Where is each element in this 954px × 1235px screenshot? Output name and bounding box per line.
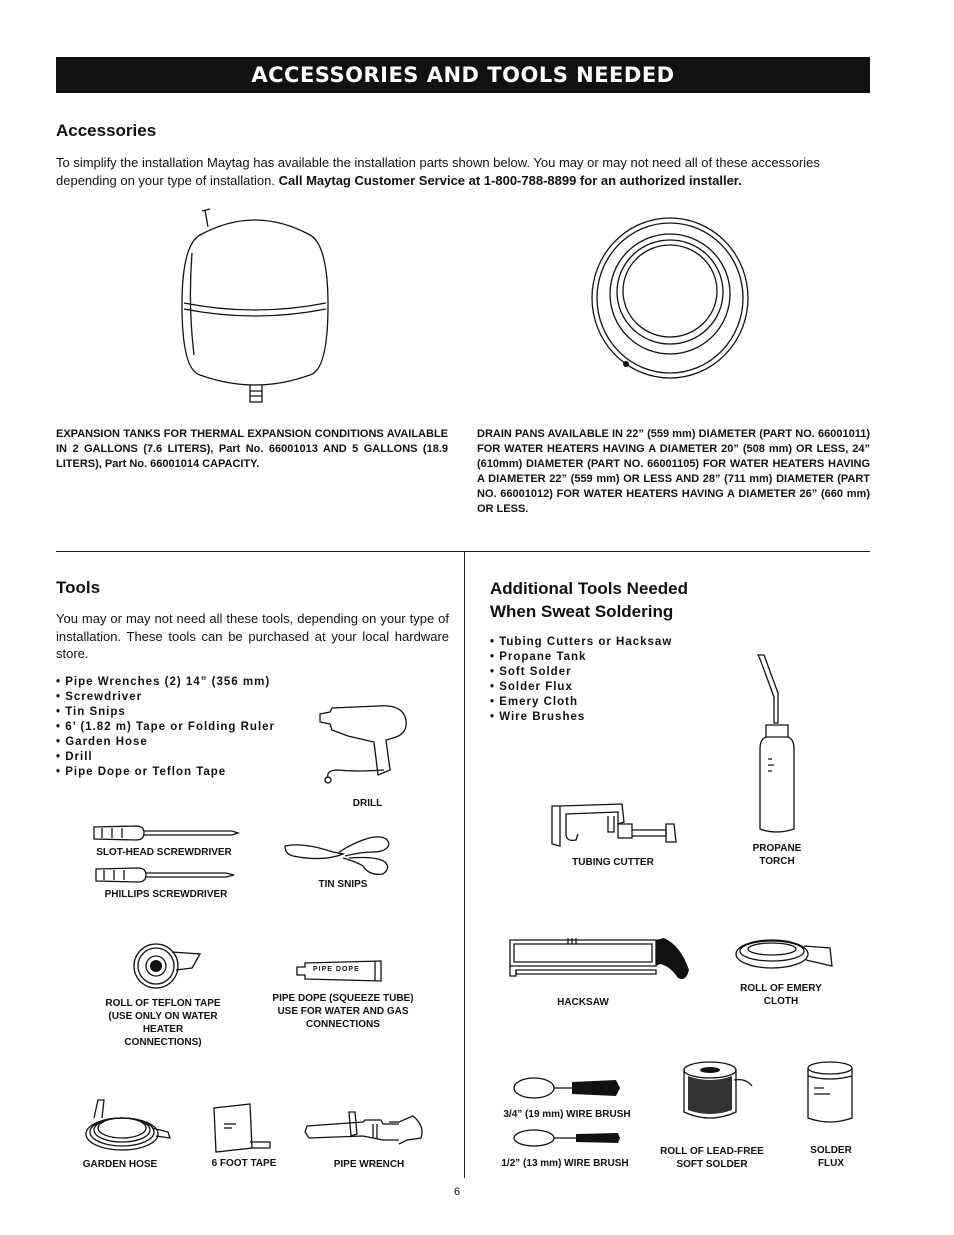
pipe-wrench-illustration (303, 1110, 428, 1154)
list-item: • Propane Tank (490, 650, 672, 665)
list-item: • Drill (56, 750, 275, 765)
slot-screwdriver-illustration (92, 824, 240, 842)
list-item: • Screwdriver (56, 690, 275, 705)
tape-measure-illustration (212, 1102, 274, 1154)
accessories-intro (56, 154, 870, 189)
wire-brush-12-illustration (512, 1128, 622, 1148)
tools-intro: You may or may not need all these tools, depending on your type of installation. These tools can be purchased at your local hardware store. (56, 611, 449, 661)
emery-cloth-illustration (734, 936, 834, 970)
tape-caption: 6 FOOT TAPE (211, 1158, 277, 1169)
brush-34-caption: 3/4” (19 mm) WIRE BRUSH (503, 1109, 631, 1120)
garden-hose-illustration (82, 1098, 174, 1154)
page-number: 6 (454, 1186, 461, 1198)
slot-screwdriver-caption: SLOT-HEAD SCREWDRIVER (96, 847, 232, 858)
drain-pan-illustration (590, 216, 750, 381)
solder-roll-illustration (680, 1060, 754, 1124)
drain-pan-caption: DRAIN PANS AVAILABLE IN 22” (559 mm) DIAMETER (PART NO. 66001011) FOR WATER HEATERS HAVING A DIAMETER 20” (508 mm) OR LESS, 24” (610mm) DIAMETER (PART NO. 66001105) FOR WATER HEATERS HAVING A DIAMETER 22” (559 mm) OR LESS AND 28” (711 mm) DIAMETER (PART NO. 66001012) FOR WATER HEATERS HAVING A DIAMETER 26” (660 mm) OR LESS. (477, 428, 870, 515)
garden-hose-caption: GARDEN HOSE (82, 1159, 158, 1170)
expansion-tank-caption: EXPANSION TANKS FOR THERMAL EXPANSION CONDITIONS AVAILABLE IN 2 GALLONS (7.6 LITERS), Part No. 66001013 AND 5 GALLONS (18.9 LITERS), Part No. 66001014 CAPACITY. (56, 428, 448, 470)
column-divider (464, 551, 465, 1178)
drill-illustration (318, 700, 413, 785)
list-item: • Emery Cloth (490, 695, 672, 710)
list-item: • Garden Hose (56, 735, 275, 750)
tubing-cutter-illustration (548, 798, 688, 850)
flux-caption: SOLDER FLUX (810, 1145, 852, 1169)
hacksaw-illustration (506, 936, 691, 984)
list-item: • Pipe Wrenches (2) 14” (356 mm) (56, 675, 275, 690)
teflon-caption: ROLL OF TEFLON TAPE (USE ONLY ON WATER HEATER CONNECTIONS) (105, 998, 221, 1048)
pipe-dope-tube-label: PIPE DOPE (313, 966, 360, 973)
sweat-list (490, 635, 672, 725)
emery-caption: ROLL OF EMERY CLOTH (740, 983, 822, 1007)
accessories-heading: Accessories (56, 121, 157, 140)
pipe-wrench-caption: PIPE WRENCH (333, 1159, 405, 1170)
brush-12-caption: 1/2” (13 mm) WIRE BRUSH (501, 1158, 629, 1169)
accessories-intro-bold: Call Maytag Customer Service at 1-800-788-8899 for an authorized installer. (278, 172, 742, 188)
list-item: • Wire Brushes (490, 710, 672, 725)
tin-snips-illustration (283, 832, 393, 878)
teflon-roll-illustration (132, 940, 202, 992)
pipe-dope-caption: PIPE DOPE (SQUEEZE TUBE) USE FOR WATER AND GAS CONNECTIONS (272, 993, 414, 1030)
accessories-intro-text: To simplify the installation Maytag has available the installation parts shown below. You may or may not need all of these accessories depending on your type of installation. (56, 155, 820, 188)
drill-caption: DRILL (352, 798, 383, 809)
list-item: • Pipe Dope or Teflon Tape (56, 765, 275, 780)
propane-torch-illustration (756, 653, 798, 836)
pipe-dope-tube (295, 959, 385, 983)
tubing-cutter-caption: TUBING CUTTER (572, 857, 654, 868)
tools-heading: Tools (56, 578, 101, 597)
list-item: • Tin Snips (56, 705, 275, 720)
list-item: • Solder Flux (490, 680, 672, 695)
wire-brush-34-illustration (512, 1076, 622, 1100)
list-item: • Tubing Cutters or Hacksaw (490, 635, 672, 650)
sweat-heading-line1: Additional Tools Needed (490, 579, 689, 598)
list-item: • Soft Solder (490, 665, 672, 680)
section-divider (56, 551, 870, 552)
solder-flux-illustration (804, 1060, 856, 1126)
solder-caption: ROLL OF LEAD-FREE SOFT SOLDER (660, 1146, 764, 1170)
phillips-screwdriver-caption: PHILLIPS SCREWDRIVER (104, 889, 228, 900)
list-item: • 6’ (1.82 m) Tape or Folding Ruler (56, 720, 275, 735)
expansion-tank-illustration (180, 205, 330, 405)
propane-caption: PROPANE TORCH (752, 843, 802, 867)
phillips-screwdriver-illustration (94, 866, 236, 884)
hacksaw-caption: HACKSAW (557, 997, 609, 1008)
sweat-heading-line2: When Sweat Soldering (490, 602, 674, 621)
tools-list (56, 675, 275, 780)
sweat-heading (490, 577, 688, 623)
tin-snips-caption: TIN SNIPS (318, 879, 368, 890)
page-banner: ACCESSORIES AND TOOLS NEEDED (56, 57, 870, 93)
